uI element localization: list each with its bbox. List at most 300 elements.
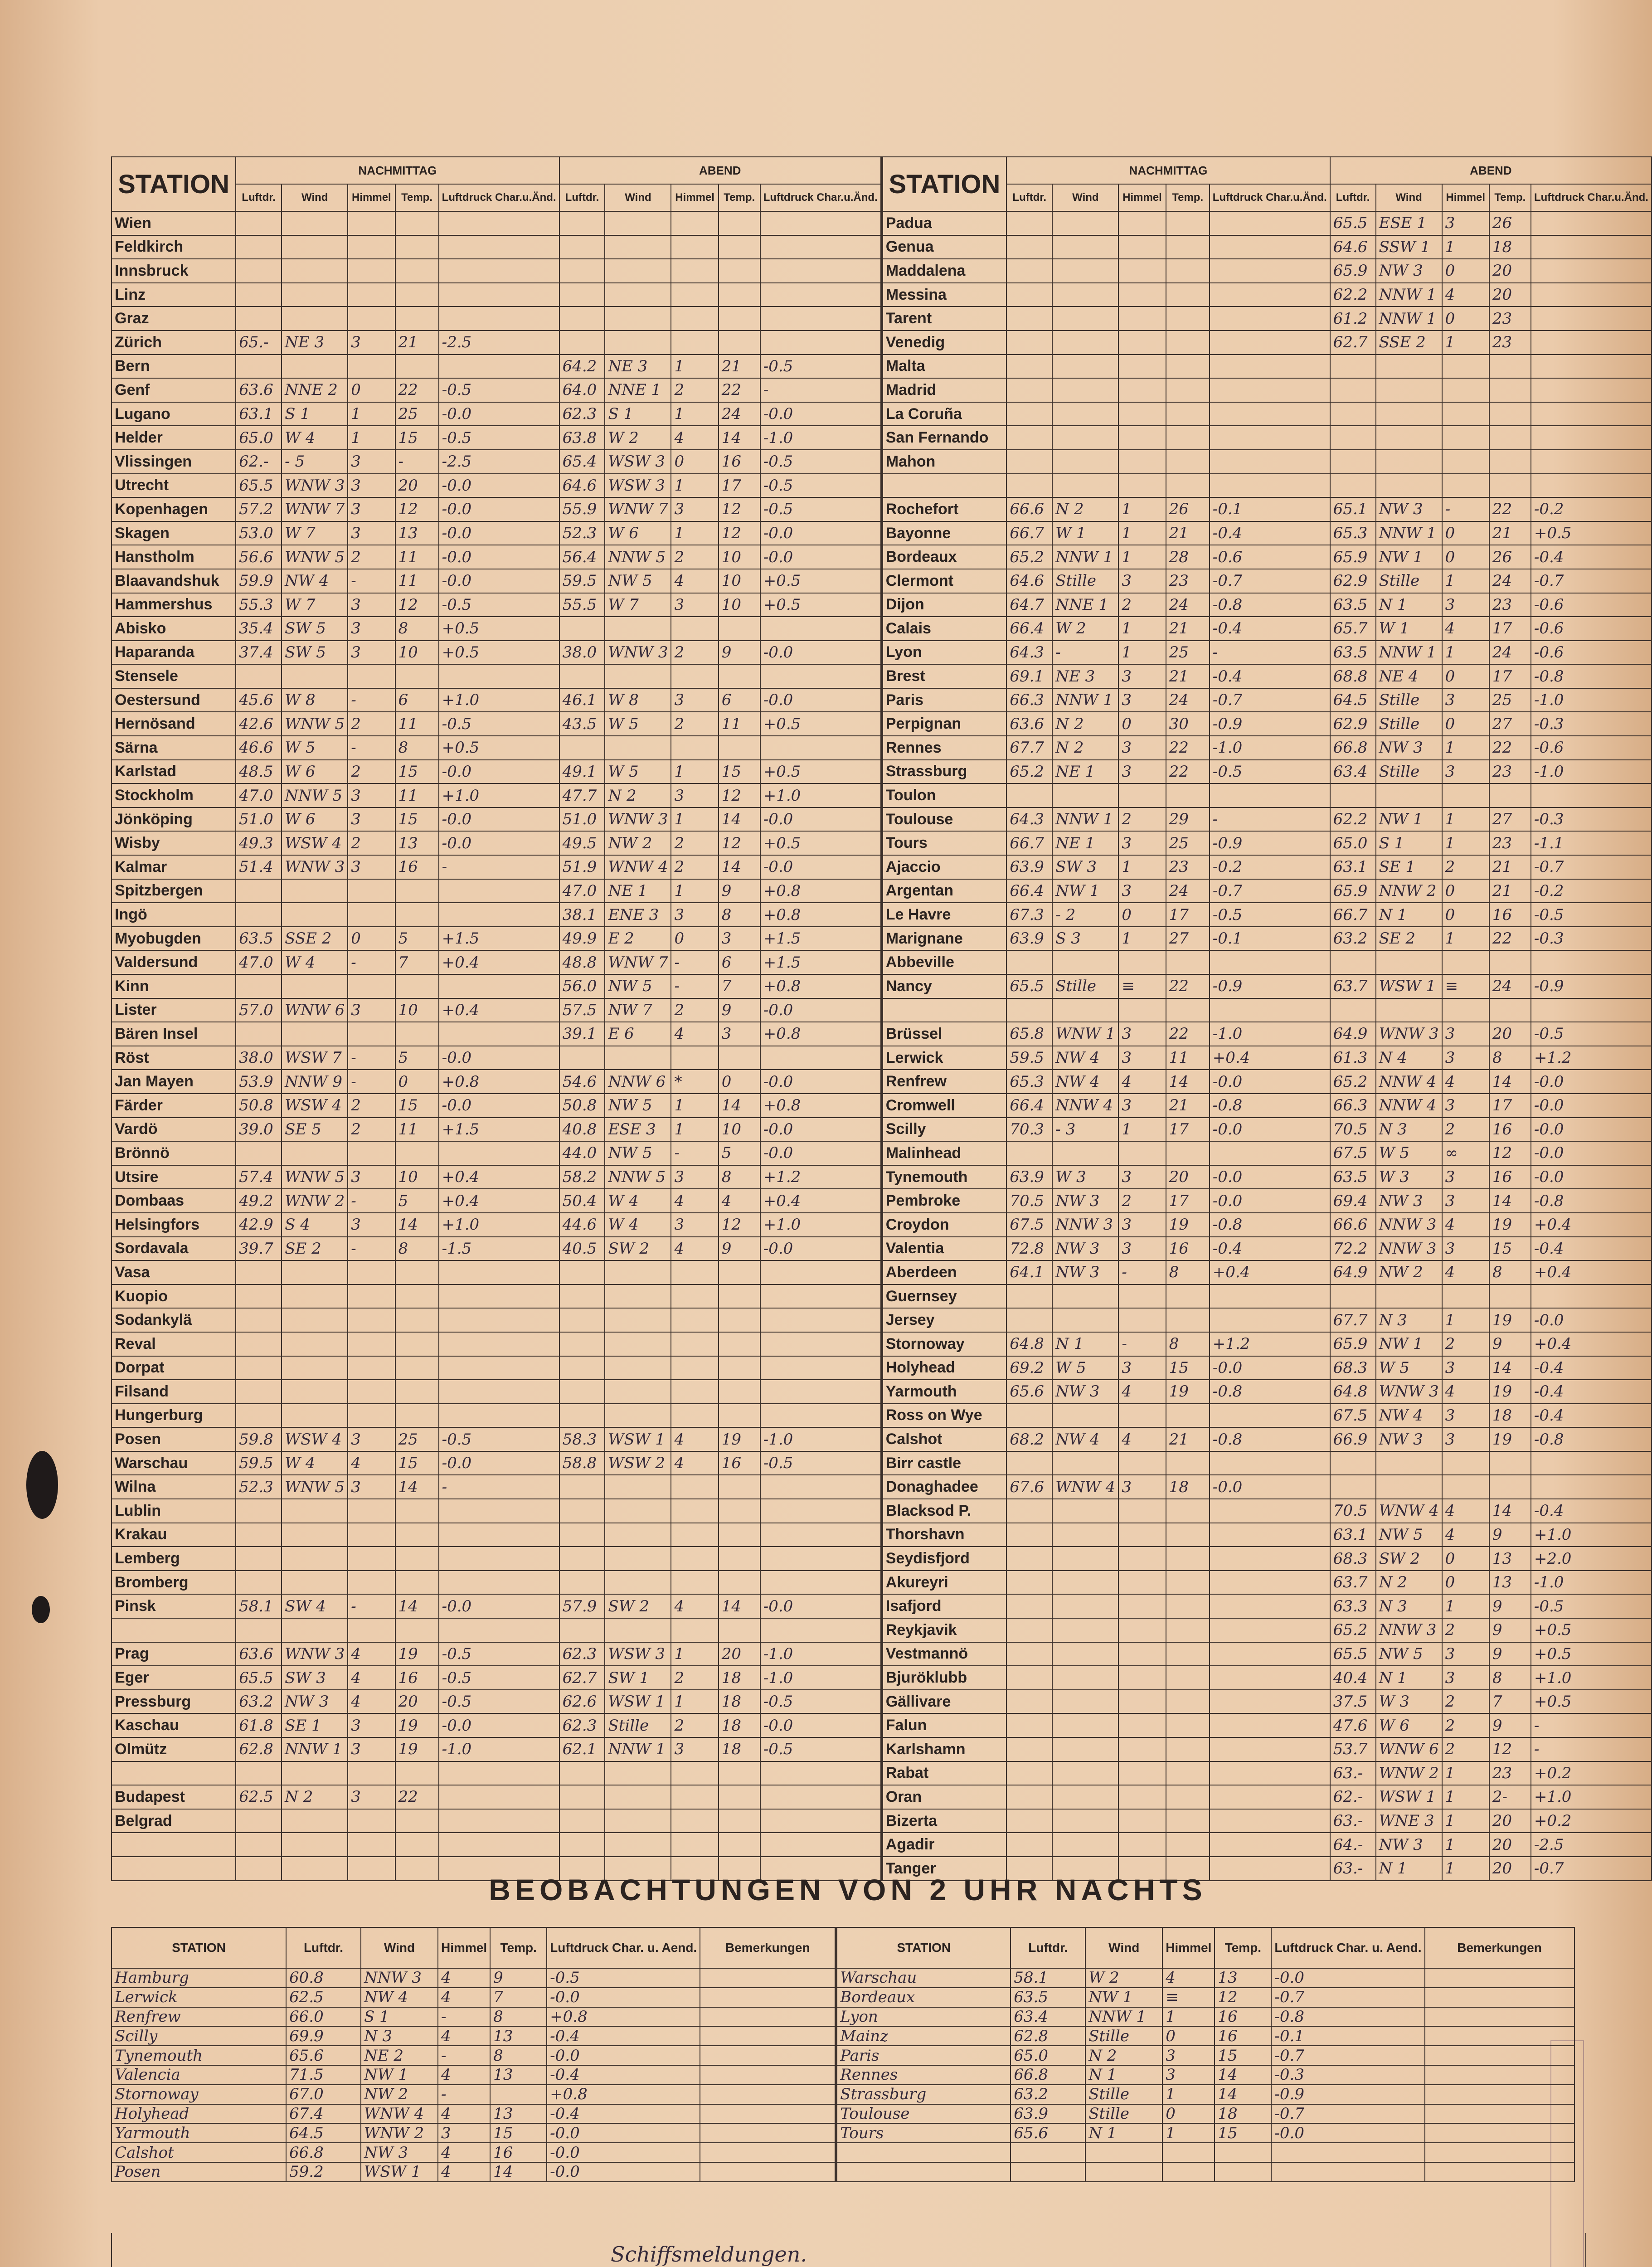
evening-value [719,1356,760,1380]
evening-value [671,1380,718,1404]
afternoon-value: NW 4 [1052,1046,1118,1070]
afternoon-value: -0.8 [1210,1213,1330,1237]
night-value: 3 [1162,2046,1215,2065]
evening-value: 70.5 [1330,1118,1376,1142]
afternoon-value [1210,1308,1330,1332]
afternoon-value: 22 [395,378,439,402]
station-name: Nancy [882,974,1006,998]
evening-value: 3 [1442,1356,1489,1380]
table-row [112,736,1652,760]
afternoon-value [1166,211,1210,235]
evening-value: 70.5 [1330,1499,1376,1523]
night-observations-title: BEOBACHTUNGEN VON 2 UHR NACHTS [489,1873,1207,1907]
evening-value [719,1809,760,1833]
evening-value: ENE 3 [605,903,671,927]
evening-value: -0.0 [760,808,882,832]
afternoon-value: 8 [395,736,439,760]
evening-value: +0.5 [1531,1690,1652,1714]
afternoon-value: 51.4 [236,855,282,879]
evening-value [559,1380,605,1404]
evening-value: 24 [1489,974,1531,998]
afternoon-value [236,1308,282,1332]
afternoon-value [439,1022,559,1046]
station-name: Hammershus [112,593,236,617]
station-name: Stockholm [112,783,236,808]
afternoon-value: 0 [1118,712,1166,736]
afternoon-value: 65.3 [1006,1070,1052,1094]
station-name: Malinhead [882,1141,1006,1165]
evening-value: N 3 [1376,1594,1442,1618]
evening-value [605,1284,671,1309]
table-row [112,1785,1652,1809]
station-name: Skagen [112,521,236,545]
evening-value [1376,355,1442,379]
station-name: Abbeville [882,950,1006,974]
station-name: Maddalena [882,259,1006,283]
afternoon-value [282,306,348,331]
afternoon-value: 10 [395,1165,439,1189]
afternoon-value [395,879,439,903]
evening-value: 65.9 [1330,545,1376,569]
remarks-cell [1425,2104,1574,2124]
afternoon-value: WNW 5 [282,1165,348,1189]
afternoon-value [395,283,439,307]
station-name: Bären Insel [112,1022,236,1046]
afternoon-value: 57.2 [236,497,282,521]
afternoon-value [1166,378,1210,402]
table-row [112,355,1652,379]
afternoon-value [1052,1833,1118,1857]
afternoon-value [236,1833,282,1857]
afternoon-value [282,259,348,283]
afternoon-value [439,1809,559,1833]
afternoon-value: -0.0 [1210,1165,1330,1189]
evening-value [719,617,760,641]
evening-value: 63.1 [1330,1523,1376,1547]
evening-value: -0.9 [1531,974,1652,998]
afternoon-value [439,879,559,903]
afternoon-value [1052,1141,1118,1165]
table-row [112,1547,1652,1571]
evening-value [1489,355,1531,379]
evening-value: NW 3 [1376,259,1442,283]
afternoon-value: 3 [348,450,395,474]
afternoon-value: -0.0 [1210,1475,1330,1499]
afternoon-value: 15 [1166,1356,1210,1380]
station-name: Cromwell [882,1094,1006,1118]
evening-value: 57.9 [559,1594,605,1618]
afternoon-value [1006,474,1052,498]
afternoon-value: 3 [348,1785,395,1809]
afternoon-value: 64.7 [1006,593,1052,617]
afternoon-value: -2.5 [439,450,559,474]
night-value: 16 [1215,2007,1271,2027]
night-value: 0 [1162,2026,1215,2046]
evening-value [1489,998,1531,1022]
remarks-cell [700,2123,836,2143]
night-value: 63.5 [1011,1988,1085,2007]
afternoon-value [1052,211,1118,235]
afternoon-value [395,259,439,283]
ship-reports-panel [111,2233,1586,2267]
evening-value [559,1308,605,1332]
night-value: -0.4 [547,2026,700,2046]
afternoon-value [1210,1547,1330,1571]
column-header: Wind [282,184,348,211]
afternoon-value [1006,355,1052,379]
afternoon-value [1052,1761,1118,1785]
evening-value [719,1260,760,1284]
afternoon-value: - [1210,641,1330,665]
evening-value [1442,474,1489,498]
afternoon-value [1006,998,1052,1022]
evening-value: 22 [1489,497,1531,521]
night-row [112,2065,1574,2085]
evening-value: 0 [1442,1571,1489,1595]
evening-value: E 6 [605,1022,671,1046]
evening-value: NNW 6 [605,1070,671,1094]
station-name: Madrid [882,378,1006,402]
evening-value: 10 [719,569,760,593]
evening-value: -0.6 [1531,736,1652,760]
afternoon-value: -0.0 [1210,1356,1330,1380]
station-name: Padua [882,211,1006,235]
afternoon-value: +0.5 [439,736,559,760]
station-name: Linz [112,283,236,307]
afternoon-value: 4 [348,1666,395,1690]
evening-value [559,736,605,760]
evening-value: 8 [719,903,760,927]
afternoon-value: 3 [348,1165,395,1189]
station-name: Bern [112,355,236,379]
afternoon-value [1166,1404,1210,1428]
table-row [112,1380,1652,1404]
afternoon-value: -0.9 [1210,831,1330,855]
afternoon-value [282,1618,348,1642]
afternoon-value [1210,1833,1330,1857]
table-row [112,1404,1652,1428]
afternoon-value: 70.5 [1006,1189,1052,1213]
afternoon-value: 57.4 [236,1165,282,1189]
evening-value: +0.5 [760,593,882,617]
night-value: 4 [438,2162,490,2182]
night-row [112,2007,1574,2027]
afternoon-value [1052,1785,1118,1809]
afternoon-value: 1 [1118,855,1166,879]
night-value: W 2 [1085,1968,1162,1988]
afternoon-value [236,879,282,903]
evening-value: +0.5 [760,831,882,855]
afternoon-value [236,664,282,688]
evening-value: +0.8 [760,974,882,998]
afternoon-value: 67.5 [1006,1213,1052,1237]
station-name: Vasa [112,1260,236,1284]
afternoon-value: 17 [1166,903,1210,927]
evening-value: 3 [1442,1094,1489,1118]
evening-value: 56.4 [559,545,605,569]
evening-value: NW 2 [605,831,671,855]
evening-value: 11 [719,712,760,736]
afternoon-value [1052,1499,1118,1523]
afternoon-value: W 3 [1052,1165,1118,1189]
night-value: 8 [490,2007,547,2027]
afternoon-value: 63.9 [1006,927,1052,951]
evening-value: 3 [719,927,760,951]
evening-value [719,1618,760,1642]
afternoon-value: -0.0 [439,521,559,545]
afternoon-value: 26 [1166,497,1210,521]
afternoon-value: 2 [1118,593,1166,617]
column-header: Luftdr. [1330,184,1376,211]
evening-value: 3 [1442,1237,1489,1261]
evening-value: 1 [1442,736,1489,760]
afternoon-value: 4 [1118,1427,1166,1451]
afternoon-value [439,1141,559,1165]
evening-value: 14 [1489,1070,1531,1094]
afternoon-value: WNW 6 [282,998,348,1022]
evening-value: 37.5 [1330,1690,1376,1714]
abend-header-left: ABEND [559,157,882,184]
station-name: Stornoway [882,1332,1006,1356]
evening-value [1531,950,1652,974]
evening-value: 64.8 [1330,1380,1376,1404]
evening-value: 20 [1489,259,1531,283]
table-row [112,1308,1652,1332]
evening-value: SE 2 [1376,927,1442,951]
evening-value: -0.0 [760,1070,882,1094]
station-name: Olmütz [112,1737,236,1761]
table-row [112,378,1652,402]
afternoon-value [1166,283,1210,307]
main-observation-table [111,156,1652,1881]
afternoon-value [1166,450,1210,474]
station-name [836,2143,1011,2162]
night-value: 62.5 [286,1988,361,2007]
afternoon-value: 66.4 [1006,1094,1052,1118]
station-name: Valencia [112,2065,286,2085]
afternoon-value [236,1356,282,1380]
evening-value: 7 [1489,1690,1531,1714]
afternoon-value: W 2 [1052,617,1118,641]
afternoon-value [1210,1642,1330,1666]
evening-value [1330,998,1376,1022]
afternoon-value [1166,1666,1210,1690]
night-column-header: Luftdruck Char. u. Aend. [547,1927,700,1968]
station-name: Haparanda [112,641,236,665]
station-header-left: STATION [112,157,236,211]
evening-value: +0.4 [1531,1213,1652,1237]
table-row [112,521,1652,545]
afternoon-value [395,306,439,331]
night-value: 66.0 [286,2007,361,2027]
evening-value: 3 [1442,760,1489,784]
column-header: Temp. [1166,184,1210,211]
evening-value [559,1046,605,1070]
evening-value [1531,783,1652,808]
evening-value: 2 [671,378,718,402]
afternoon-value: NNW 5 [282,783,348,808]
station-name: Jan Mayen [112,1070,236,1094]
night-observation-table [111,1927,1575,2182]
table-row [112,1213,1652,1237]
evening-value [719,306,760,331]
night-value: NNW 1 [1085,2007,1162,2027]
afternoon-value: -0.8 [1210,593,1330,617]
evening-value [559,1809,605,1833]
table-row [112,1165,1652,1189]
evening-value [1531,474,1652,498]
night-value: 4 [438,2104,490,2124]
evening-value: +0.2 [1531,1809,1652,1833]
afternoon-value [395,1404,439,1428]
night-value: 1 [1162,2085,1215,2104]
evening-value: 9 [719,879,760,903]
evening-value [1442,783,1489,808]
afternoon-value [1166,306,1210,331]
afternoon-value: WSW 7 [282,1046,348,1070]
evening-value [671,617,718,641]
evening-value: 1 [1442,927,1489,951]
afternoon-value: -0.0 [1210,1118,1330,1142]
evening-value: 44.6 [559,1213,605,1237]
afternoon-value: SW 3 [282,1666,348,1690]
afternoon-value: -0.0 [439,760,559,784]
station-name: Bayonne [882,521,1006,545]
evening-value: 65.5 [1330,211,1376,235]
station-name: Yarmouth [882,1380,1006,1404]
afternoon-value: 17 [1166,1118,1210,1142]
night-value: - [438,2046,490,2065]
evening-value [605,617,671,641]
table-row [112,783,1652,808]
evening-value [1489,426,1531,450]
afternoon-value: WSW 4 [282,1427,348,1451]
evening-value [605,664,671,688]
afternoon-value [1006,426,1052,450]
afternoon-value: 1 [1118,641,1166,665]
night-value [1162,2143,1215,2162]
table-row [112,879,1652,903]
evening-value [719,1523,760,1547]
evening-value [760,1571,882,1595]
table-row [112,664,1652,688]
afternoon-value: 5 [395,1046,439,1070]
afternoon-value [1166,1690,1210,1714]
evening-value [760,1547,882,1571]
evening-value: +1.2 [760,1165,882,1189]
evening-value: 18 [719,1737,760,1761]
afternoon-value: 2 [348,1094,395,1118]
evening-value [605,1046,671,1070]
evening-value [1442,450,1489,474]
station-name: Wilna [112,1475,236,1499]
night-value: WNW 2 [361,2123,438,2143]
remarks-cell [700,2026,836,2046]
evening-value: 1 [671,1094,718,1118]
station-name: Oestersund [112,688,236,712]
evening-value: WSW 3 [605,474,671,498]
afternoon-value [348,1332,395,1356]
afternoon-value: W 7 [282,521,348,545]
evening-value [719,736,760,760]
evening-value: 1 [671,760,718,784]
afternoon-value [1118,1571,1166,1595]
night-value: -0.4 [547,2065,700,2085]
evening-value: 48.8 [559,950,605,974]
evening-value: -0.0 [760,998,882,1022]
station-name: Tanger [882,1857,1006,1881]
afternoon-value: 15 [395,760,439,784]
afternoon-value [282,283,348,307]
evening-value [1489,950,1531,974]
afternoon-value: +1.0 [439,1213,559,1237]
afternoon-value: 2 [348,831,395,855]
afternoon-value [395,1499,439,1523]
afternoon-value: NNW 1 [1052,808,1118,832]
afternoon-value: 45.6 [236,688,282,712]
evening-value: 0 [671,927,718,951]
evening-value: WNW 3 [1376,1380,1442,1404]
table-row [112,211,1652,235]
evening-value: +0.8 [760,1022,882,1046]
afternoon-value [1210,998,1330,1022]
evening-value: WNW 3 [605,808,671,832]
nachmittag-header-right: NACHMITTAG [1006,157,1330,184]
evening-value: W 4 [605,1189,671,1213]
evening-value: +2.0 [1531,1547,1652,1571]
station-name: Lerwick [882,1046,1006,1070]
afternoon-value [236,1547,282,1571]
evening-value: 16 [1489,1165,1531,1189]
afternoon-value: 3 [348,331,395,355]
afternoon-value [395,1809,439,1833]
night-value: N 2 [1085,2046,1162,2065]
evening-value [719,1547,760,1571]
afternoon-value [1166,259,1210,283]
evening-value [671,1761,718,1785]
evening-value [760,736,882,760]
afternoon-value [282,1499,348,1523]
afternoon-value [282,1308,348,1332]
evening-value: 63.3 [1330,1594,1376,1618]
evening-value: 65.9 [1330,1332,1376,1356]
evening-value [605,331,671,355]
evening-value: NE 4 [1376,664,1442,688]
afternoon-value: 3 [348,1475,395,1499]
afternoon-value [1052,1690,1118,1714]
station-name: Belgrad [112,1809,236,1833]
afternoon-value: 15 [395,426,439,450]
afternoon-value: - 2 [1052,903,1118,927]
night-value: +0.8 [547,2007,700,2027]
afternoon-value [1118,1308,1166,1332]
afternoon-value [439,235,559,259]
afternoon-value [439,1356,559,1380]
evening-value: -0.4 [1531,1380,1652,1404]
afternoon-value [395,1618,439,1642]
afternoon-value: +0.4 [1210,1260,1330,1284]
afternoon-value: Stille [1052,569,1118,593]
night-column-header: Luftdruck Char. u. Aend. [1271,1927,1424,1968]
evening-value: 1 [671,355,718,379]
evening-value: 63.- [1330,1857,1376,1881]
afternoon-value: ≡ [1118,974,1166,998]
evening-value: -0.0 [760,688,882,712]
evening-value [1442,1475,1489,1499]
evening-value: W 8 [605,688,671,712]
table-row [112,474,1652,498]
afternoon-value: 1 [1118,617,1166,641]
